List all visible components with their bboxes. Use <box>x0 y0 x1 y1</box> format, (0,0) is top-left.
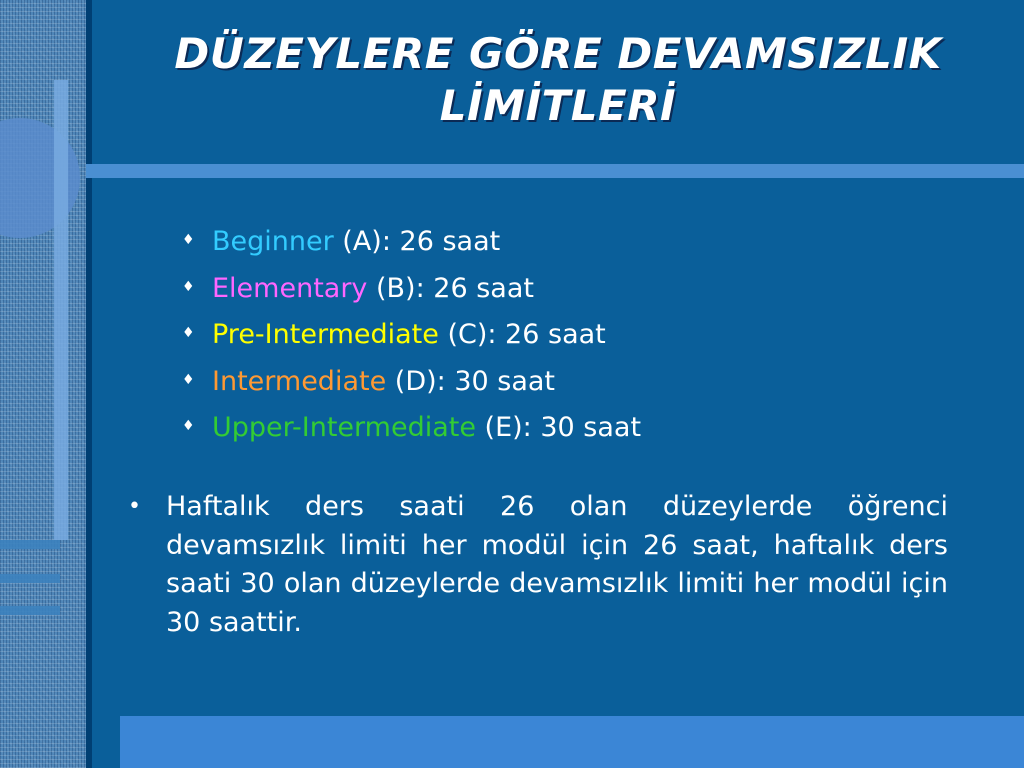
level-name: Elementary <box>212 272 368 304</box>
diamond-bullet-icon: ♦ <box>182 371 195 388</box>
paragraph-text: Haftalık ders saati 26 olan düzeylerde öğrenci devamsızlık limiti her modül için 26 saat, haftalık ders saati 30 olan düzeylerde devamsızlık limiti her modül için 30 saattir. <box>166 491 948 638</box>
level-hours: (D): 30 saat <box>386 365 556 397</box>
title-line-1: DÜZEYLERE GÖRE DEVAMSIZLIK <box>174 29 942 78</box>
diamond-bullet-icon: ♦ <box>182 418 195 434</box>
decorative-circle <box>0 118 80 238</box>
level-hours: (B): 26 saat <box>367 272 534 304</box>
absence-rule-paragraph <box>128 488 948 642</box>
level-hours: (A): 26 saat <box>333 226 501 257</box>
level-name: Beginner <box>212 226 334 257</box>
bullet-dot-icon: • <box>128 494 141 519</box>
level-item <box>182 311 641 358</box>
diamond-bullet-icon: ♦ <box>182 278 195 295</box>
level-item <box>182 358 641 405</box>
decorative-band <box>0 606 60 615</box>
level-item <box>182 218 641 265</box>
level-hours: (E): 30 saat <box>475 412 642 443</box>
level-list <box>182 218 641 451</box>
left-decorative-strip <box>0 0 86 768</box>
level-item <box>182 404 641 451</box>
level-item <box>182 265 641 312</box>
slide-title <box>92 28 1024 132</box>
diamond-bullet-icon: ♦ <box>182 232 195 248</box>
bottom-decorative-box <box>120 716 1024 768</box>
level-hours: (C): 26 saat <box>438 319 606 350</box>
decorative-band <box>0 574 60 583</box>
diamond-bullet-icon: ♦ <box>182 325 195 341</box>
decorative-vertical-bar <box>54 80 68 540</box>
decorative-band <box>0 540 60 549</box>
title-divider <box>86 164 1024 178</box>
title-line-2: LİMİTLERİ <box>439 81 677 130</box>
level-name: Intermediate <box>212 365 387 397</box>
level-name: Upper-Intermediate <box>212 412 476 443</box>
level-name: Pre-Intermediate <box>212 319 439 350</box>
